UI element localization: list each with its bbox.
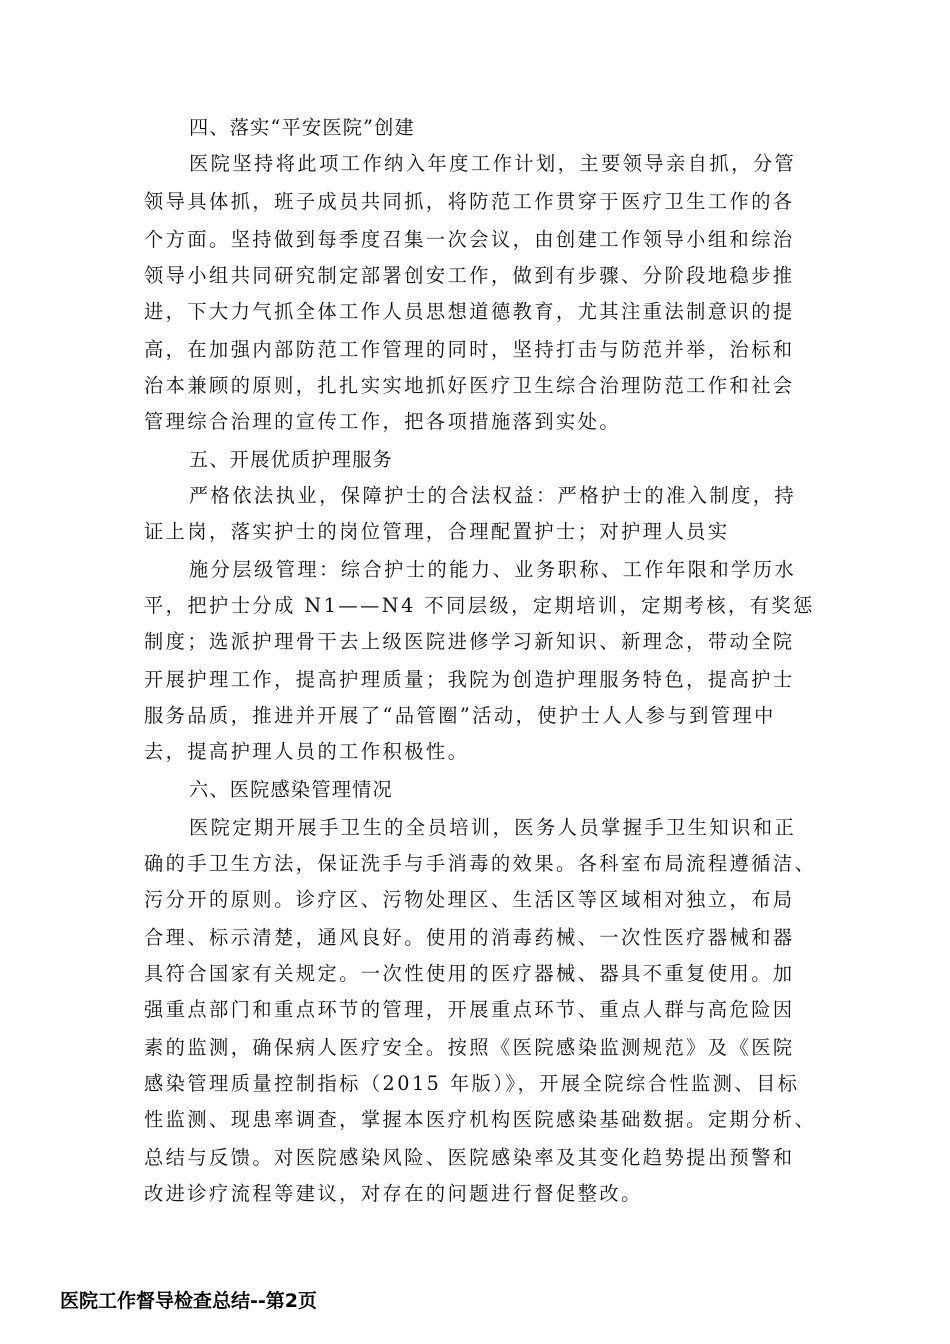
- paragraph-line: 具符合国家有关规定。一次性使用的医疗器械、器具不重复使用。加: [144, 962, 795, 985]
- paragraph-line: 高，在加强内部防范工作管理的同时，坚持打击与防范并举，治标和: [144, 338, 795, 361]
- paragraph-line: 治本兼顾的原则，扎扎实实地抓好医疗卫生综合治理防范工作和社会: [144, 374, 795, 397]
- paragraph-line: 开展护理工作，提高护理质量；我院为创造护理服务特色，提高护士: [144, 668, 795, 691]
- page-footer: 医院工作督导检查总结--第2页: [60, 1290, 317, 1312]
- paragraph-line: 合理、标示清楚，通风良好。使用的消毒药械、一次性医疗器械和器: [144, 926, 795, 949]
- paragraph-line: 改进诊疗流程等建议，对存在的问题进行督促整改。: [144, 1182, 643, 1205]
- section-heading-4: 四、落实“平安医院”创建: [189, 116, 415, 139]
- paragraph-line: 医院坚持将此项工作纳入年度工作计划，主要领导亲自抓，分管: [189, 152, 797, 175]
- section-heading-5: 五、开展优质护理服务: [189, 448, 393, 471]
- paragraph-line: 服务品质，推进并开展了“品管圈”活动，使护士人人参与到管理中: [144, 704, 776, 727]
- paragraph-line: 强重点部门和重点环节的管理，开展重点环节、重点人群与高危险因: [144, 998, 795, 1021]
- paragraph-line: 领导小组共同研究制定部署创安工作，做到有步骤、分阶段地稳步推: [144, 264, 795, 287]
- paragraph-line: 性监测、现患率调查，掌握本医疗机构医院感染基础数据。定期分析、: [144, 1108, 817, 1131]
- paragraph-line: 进，下大力气抓全体工作人员思想道德教育，尤其注重法制意识的提: [144, 300, 795, 323]
- section-heading-6: 六、医院感染管理情况: [189, 778, 393, 801]
- paragraph-line: 确的手卫生方法，保证洗手与手消毒的效果。各科室布局流程遵循洁、: [144, 852, 817, 875]
- paragraph-line: 总结与反馈。对医院感染风险、医院感染率及其变化趋势提出预警和: [144, 1146, 795, 1169]
- paragraph-line: 医院定期开展手卫生的全员培训，医务人员掌握手卫生知识和正: [189, 816, 797, 839]
- paragraph-line: 污分开的原则。诊疗区、污物处理区、生活区等区域相对独立，布局: [144, 888, 795, 911]
- paragraph-line: 个方面。坚持做到每季度召集一次会议，由创建工作领导小组和综治: [144, 228, 795, 251]
- paragraph-line: 感染管理质量控制指标（2015 年版）》，开展全院综合性监测、目标: [144, 1072, 800, 1095]
- paragraph-line: 管理综合治理的宣传工作，把各项措施落到实处。: [144, 410, 622, 433]
- paragraph-line: 严格依法执业，保障护士的合法权益：严格护士的准入制度，持: [189, 484, 797, 507]
- paragraph-line: 领导具体抓，班子成员共同抓，将防范工作贯穿于医疗卫生工作的各: [144, 190, 795, 213]
- paragraph-line: 平，把护士分成 N1——N4 不同层级，定期培训，定期考核，有奖惩: [144, 594, 815, 617]
- paragraph-line: 素的监测，确保病人医疗安全。按照《医院感染监测规范》及《医院: [144, 1036, 795, 1059]
- paragraph-line: 证上岗，落实护士的岗位管理，合理配置护士；对护理人员实: [144, 520, 730, 543]
- paragraph-line: 去，提高护理人员的工作积极性。: [144, 740, 470, 763]
- paragraph-line: 制度；选派护理骨干去上级医院进修学习新知识、新理念，带动全院: [144, 630, 795, 653]
- paragraph-line: 施分层级管理：综合护士的能力、业务职称、工作年限和学历水: [189, 558, 797, 581]
